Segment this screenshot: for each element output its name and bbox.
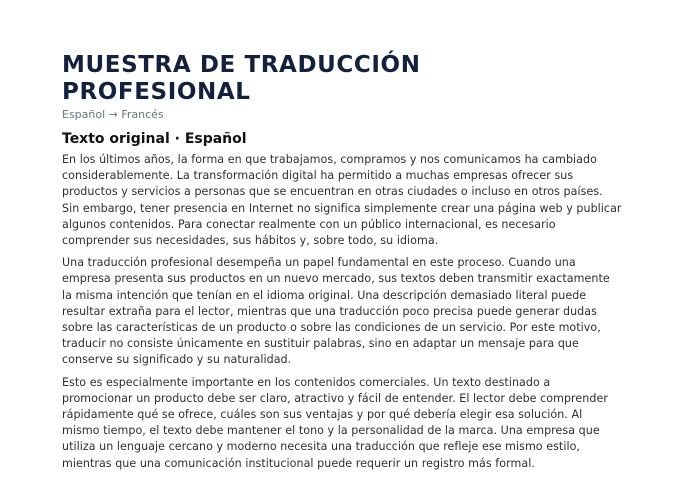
paragraph-3: Esto es especialmente importante en los contenidos comerciales. Un texto destinado a promocionar un producto debe ser claro, atractivo y fácil de entender. El lector debe comprender rápidamente qué se ofrece, cuáles son sus ventajas y por qué debería elegir esa solución. Al mismo tiempo, el texto debe mantener el tono y la personalidad de la marca. Una empresa que utiliza un lenguaje cercano y moderno necesita una traducción que refleje ese mismo estilo, mientras que una comunicación institucional puede requerir un registro más formal. bbox=[62, 375, 608, 470]
language-pair-subtitle: Español → Francés bbox=[62, 108, 164, 121]
paragraph-2: Una traducción profesional desempeña un papel fundamental en este proceso. Cuando una empresa presenta sus productos en un nuevo mercado, sus textos deben transmitir exactamente la misma intención que tenían en el idioma original. Una descripción demasiado literal puede resultar extraña para el lector, mientras que una traducción poco precisa puede generar dudas sobre las características de un producto o sobre las condiciones de un servicio. Por este motivo, traducir no consiste únicamente en sustituir palabras, sino en adaptar un mensaje para que conserve su significado y su naturalidad. bbox=[62, 256, 610, 367]
page-title-line-1: MUESTRA DE TRADUCCIÓN bbox=[62, 52, 421, 78]
page-title-line-2: PROFESIONAL bbox=[62, 79, 251, 105]
page-title bbox=[62, 52, 622, 106]
paragraph-1: En los últimos años, la forma en que trabajamos, compramos y nos comunicamos ha cambiado considerablemente. La transformación digital ha permitido a muchas empresas ofrecer sus productos y servicios a personas que se encuentran en otras ciudades o incluso en otros países. Sin embargo, tener presencia en Internet no significa simplemente crear una página web y publicar algunos contenidos. Para conectar realmente con un público internacional, es necesario comprender sus necesidades, sus hábitos y, sobre todo, su idioma. bbox=[62, 153, 622, 248]
document-content bbox=[62, 52, 622, 478]
section-heading: Texto original · Español bbox=[62, 131, 247, 147]
